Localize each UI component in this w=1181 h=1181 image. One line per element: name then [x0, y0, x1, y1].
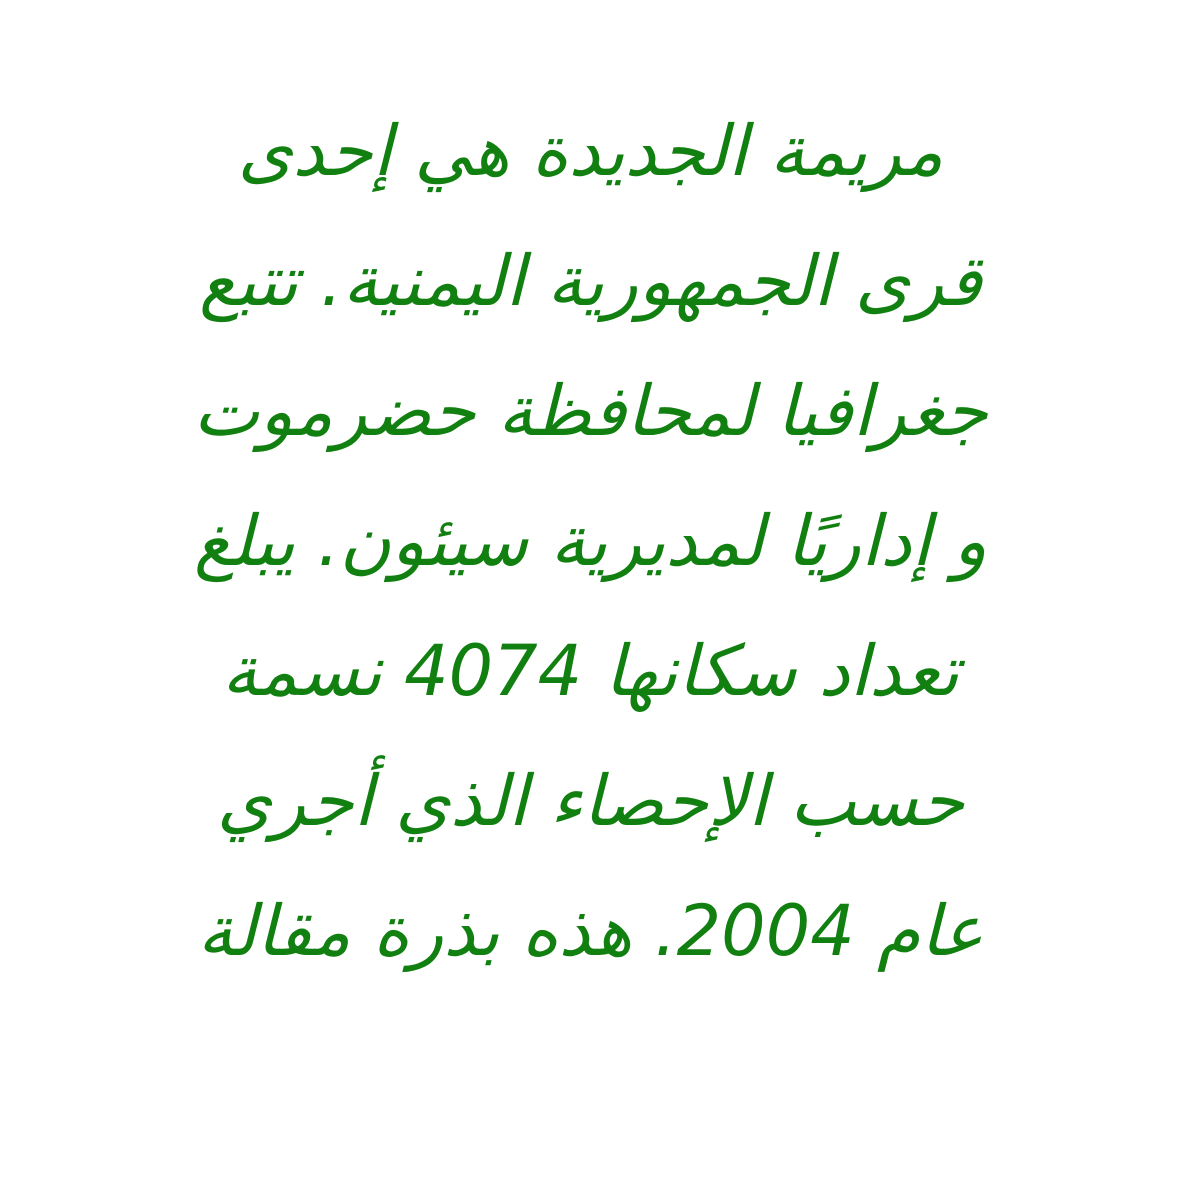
text-line-5: تعداد سكانها 4074 نسمة: [221, 630, 960, 712]
text-line-7: عام 2004. هذه بذرة مقالة: [197, 890, 984, 972]
text-line-6: حسب الإحصاء الذي أجري: [216, 760, 965, 842]
text-line-1: مريمة الجديدة هي إحدى: [237, 110, 944, 192]
text-line-4: و إداريًا لمديرية سيئون. يبلغ: [194, 500, 987, 582]
text-line-2: قرى الجمهورية اليمنية. تتبع: [199, 240, 982, 322]
text-line-3: جغرافيا لمحافظة حضرموت: [193, 370, 988, 452]
article-text: [60, 86, 1121, 996]
